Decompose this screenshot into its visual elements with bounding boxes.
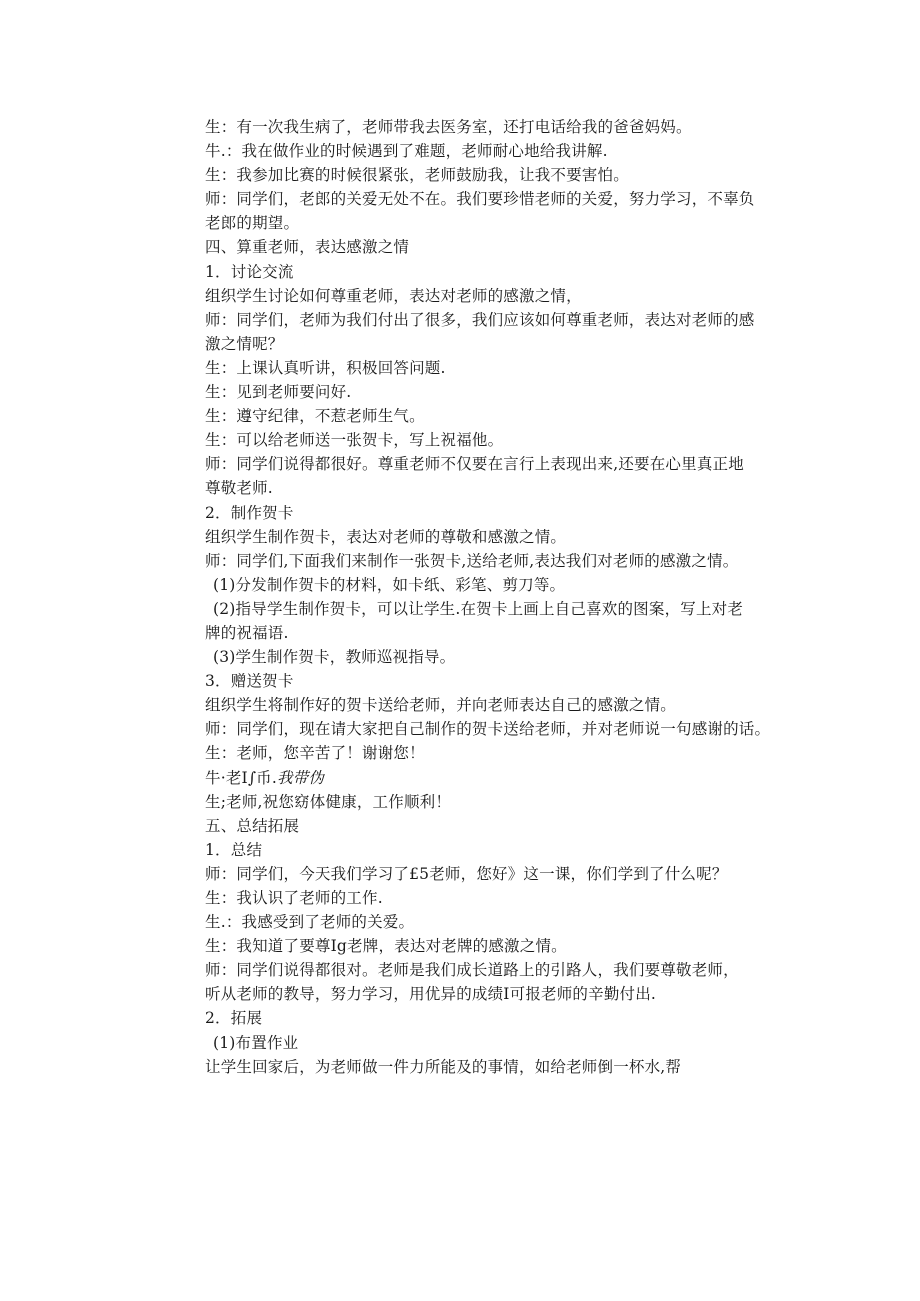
list-item-continuation: 牌的祝福语.: [205, 623, 289, 642]
dialogue-line: 生：遵守纪律，不惹老师生气。: [205, 407, 425, 426]
dialogue-line: 师：同学们，现在请大家把自己制作的贺卡送给老师，并对老师说一句感谢的话。: [205, 720, 771, 739]
dialogue-line: 生：我认识了老师的工作.: [205, 889, 383, 907]
dialogue-line: 师：同学们,下面我们来制作一张贺卡,送给老师,表达我们对老师的感激之情。: [205, 551, 739, 570]
dialogue-line: 牛.：我在做作业的时候遇到了难题，老师耐心地给我讲解.: [205, 142, 608, 161]
subsection-heading: 2．拓展: [205, 1009, 263, 1028]
dialogue-line: 激之情呢？: [205, 334, 284, 353]
list-item: (1)布置作业: [213, 1033, 299, 1052]
dialogue-line: 生：可以给老师送一张贺卡，写上祝福他。: [205, 431, 504, 450]
subsection-heading: 1．讨论交流: [205, 262, 294, 281]
dialogue-line: 师：同学们说得都很好。尊重老师不仅要在言行上表现出来,还要在心里真正地: [205, 455, 744, 474]
dialogue-line: 生：上课认真听讲，积极回答问题.: [205, 358, 446, 377]
document-body: [205, 115, 805, 1079]
dialogue-line: 生;老师,祝您窈体健康，工作顺利！: [205, 792, 452, 811]
dialogue-line: 尊敬老师.: [205, 479, 273, 498]
dialogue-line: 生：有一次我生病了，老师带我去医务室，还打电话给我的爸爸妈妈。: [205, 118, 692, 136]
dialogue-line: 老郎的期望。: [205, 214, 300, 233]
dialogue-line: 生.：我感受到了老师的关爱。: [205, 913, 415, 932]
dialogue-line: 师：同学们，老师为我们付出了很多，我们应该如何尊重老师，表达对老师的感: [205, 310, 755, 329]
dialogue-line: 生：我参加比赛的时候很紧张，老师鼓励我，让我不要害怕。: [205, 166, 629, 185]
dialogue-line: 生：见到老师要问好.: [205, 383, 352, 402]
dialogue-line: 生：老师，您辛苦了！谢谢您！: [205, 744, 425, 763]
dialogue-line: 听从老师的教导，努力学习，用优异的成绩I可报老师的辛勤付出.: [205, 985, 657, 1004]
section-heading: 四、算重老师，表达感激之情: [205, 238, 410, 257]
subsection-heading: 2．制作贺卡: [205, 503, 294, 522]
paragraph-line: 让学生回家后，为老师做一件力所能及的事情，如给老师倒一杯水,帮: [205, 1057, 682, 1076]
dialogue-line: 师：同学们，今天我们学习了£5老师，您好》这一课，你们学到了什么呢？: [205, 864, 728, 883]
list-item: (2)指导学生制作贺卡，可以让学生.在贺卡上画上自己喜欢的图案，写上对老: [213, 599, 744, 618]
paragraph-line: 组织学生将制作好的贺卡送给老师，并向老师表达自己的感激之情。: [205, 696, 677, 715]
dialogue-line-italic: 我带伪: [276, 768, 325, 787]
subsection-heading: 1．总结: [205, 840, 263, 859]
paragraph-line: 组织学生讨论如何尊重老师，表达对老师的感激之情，: [205, 286, 582, 305]
list-item: (3)学生制作贺卡，教师巡视指导。: [213, 648, 456, 667]
dialogue-line: 师：同学们，老郎的关爱无处不在。我们要珍惜老师的关爱，努力学习，不辜负: [205, 190, 755, 209]
paragraph-line: 组织学生制作贺卡，表达对老师的尊敬和感激之情。: [205, 527, 567, 546]
dialogue-line-prefix: 牛·老I∫币.: [205, 768, 277, 787]
dialogue-line: 生：我知道了要尊Ig老牌，表达对老牌的感激之情。: [205, 937, 567, 956]
dialogue-line: [205, 766, 805, 790]
section-heading: 五、总结拓展: [205, 816, 300, 835]
list-item: (1)分发制作贺卡的材料，如卡纸、彩笔、剪刀等。: [213, 575, 566, 594]
dialogue-line: 师：同学们说得都很对。老师是我们成长道路上的引路人，我们要尊敬老师，: [205, 961, 739, 980]
subsection-heading: 3．赠送贺卡: [205, 672, 294, 691]
